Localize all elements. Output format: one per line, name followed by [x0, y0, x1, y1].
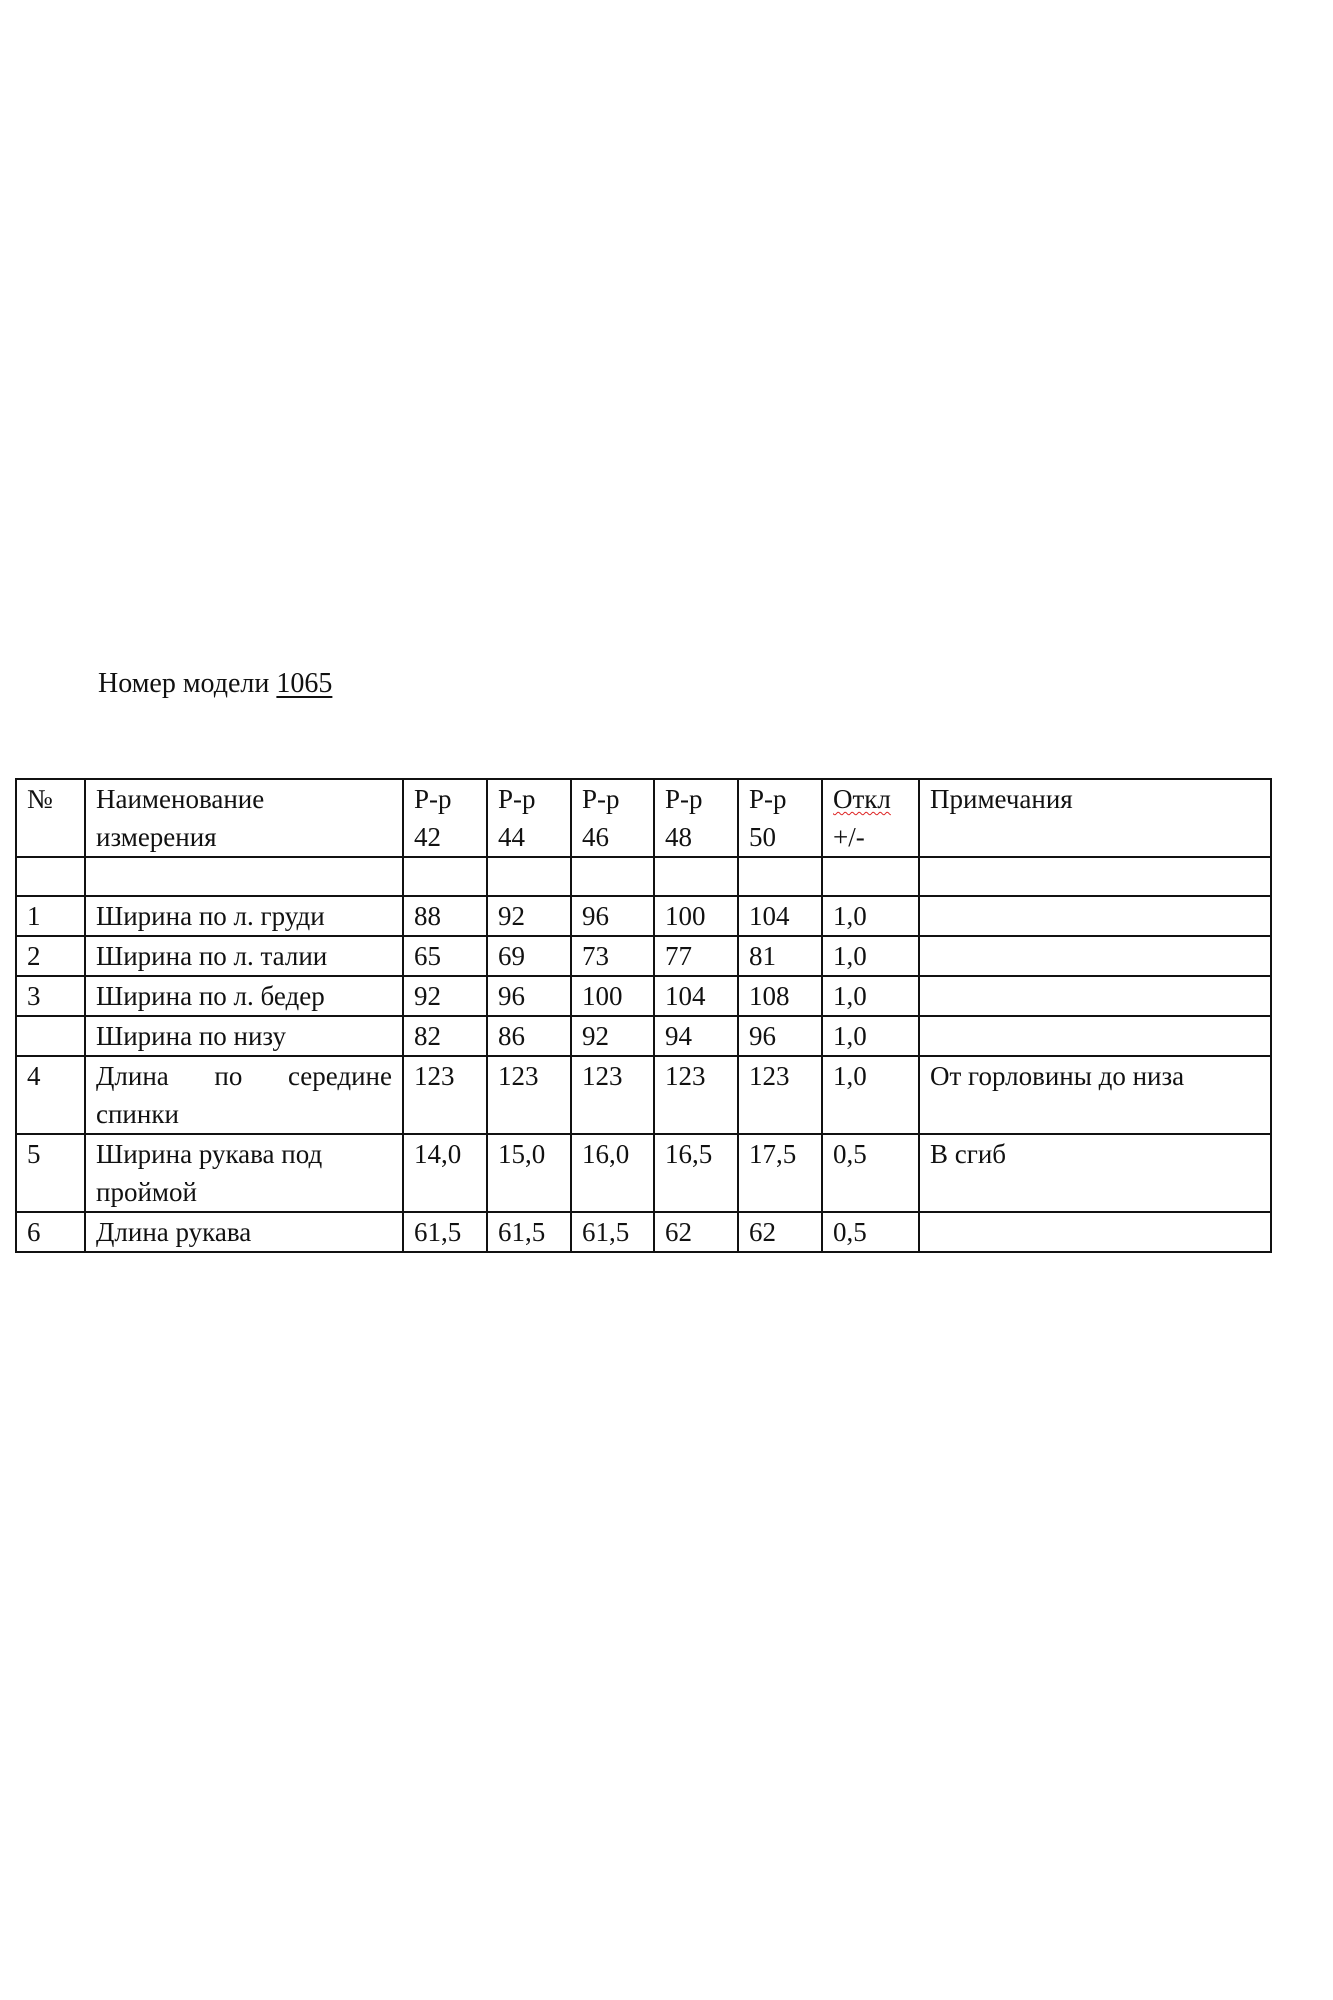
cell-col-tolerance: 1,0	[822, 1056, 919, 1134]
table-header-row	[16, 779, 1271, 857]
header-text: Р-р 42	[414, 784, 452, 852]
cell-col-size-42: 61,5	[403, 1212, 487, 1252]
cell-col-notes: В сгиб	[919, 1134, 1271, 1212]
cell-col-tolerance: 0,5	[822, 1134, 919, 1212]
model-number-label: Номер модели	[98, 668, 270, 699]
cell-col-measurement-name: Длина рукава	[85, 1212, 403, 1252]
cell-col-size-46: 16,0	[571, 1134, 654, 1212]
cell-col-size-50: 81	[738, 936, 822, 976]
header-text: Наименование измерения	[96, 784, 265, 852]
cell-col-size-42	[403, 857, 487, 896]
cell-col-notes	[919, 857, 1271, 896]
cell-col-size-46: 61,5	[571, 1212, 654, 1252]
cell-col-measurement-name	[85, 857, 403, 896]
cell-col-number: 5	[16, 1134, 85, 1212]
cell-col-size-46: 123	[571, 1056, 654, 1134]
cell-col-size-44: 92	[487, 896, 571, 936]
cell-col-number: 6	[16, 1212, 85, 1252]
cell-col-size-44: 69	[487, 936, 571, 976]
table-row	[16, 857, 1271, 896]
cell-col-size-46: 100	[571, 976, 654, 1016]
cell-col-size-50: 62	[738, 1212, 822, 1252]
cell-col-size-44: 15,0	[487, 1134, 571, 1212]
cell-col-size-48: 62	[654, 1212, 738, 1252]
cell-col-measurement-name: Ширина по л. груди	[85, 896, 403, 936]
cell-col-size-50	[738, 857, 822, 896]
size-chart-table	[15, 778, 1272, 1253]
header-col-size-48	[654, 779, 738, 857]
cell-col-tolerance: 1,0	[822, 976, 919, 1016]
model-number-value: 1065	[276, 668, 333, 699]
cell-col-size-42: 65	[403, 936, 487, 976]
cell-col-measurement-name: Ширина по л. бедер	[85, 976, 403, 1016]
cell-col-size-50: 96	[738, 1016, 822, 1056]
header-col-notes	[919, 779, 1271, 857]
cell-col-measurement-name: Ширина по низу	[85, 1016, 403, 1056]
cell-col-size-42: 88	[403, 896, 487, 936]
model-number-heading	[98, 668, 332, 700]
cell-col-size-46: 73	[571, 936, 654, 976]
cell-col-size-44: 61,5	[487, 1212, 571, 1252]
table-row	[16, 936, 1271, 976]
cell-col-size-42: 92	[403, 976, 487, 1016]
header-text: Р-р 46	[582, 784, 620, 852]
cell-col-size-42: 82	[403, 1016, 487, 1056]
table-row	[16, 1056, 1271, 1134]
cell-col-size-48: 104	[654, 976, 738, 1016]
cell-col-notes	[919, 1016, 1271, 1056]
cell-col-tolerance: 1,0	[822, 1016, 919, 1056]
cell-col-size-46: 96	[571, 896, 654, 936]
table-row	[16, 976, 1271, 1016]
cell-col-size-50: 17,5	[738, 1134, 822, 1212]
header-text: Р-р 50	[749, 784, 787, 852]
spellcheck-word: Откл	[833, 784, 891, 814]
cell-col-size-42: 14,0	[403, 1134, 487, 1212]
cell-col-size-50: 104	[738, 896, 822, 936]
header-col-size-46	[571, 779, 654, 857]
cell-col-notes	[919, 896, 1271, 936]
cell-col-size-48: 123	[654, 1056, 738, 1134]
table-row	[16, 1212, 1271, 1252]
header-text: №	[27, 784, 53, 814]
header-col-size-50	[738, 779, 822, 857]
table-row	[16, 1134, 1271, 1212]
cell-col-tolerance: 1,0	[822, 936, 919, 976]
cell-col-size-48	[654, 857, 738, 896]
cell-col-size-48: 77	[654, 936, 738, 976]
cell-col-notes: От горловины до низа	[919, 1056, 1271, 1134]
cell-col-tolerance: 0,5	[822, 1212, 919, 1252]
header-col-size-44	[487, 779, 571, 857]
cell-col-size-48: 100	[654, 896, 738, 936]
cell-col-size-48: 16,5	[654, 1134, 738, 1212]
cell-col-size-42: 123	[403, 1056, 487, 1134]
cell-col-notes	[919, 936, 1271, 976]
table-row	[16, 896, 1271, 936]
cell-col-number: 3	[16, 976, 85, 1016]
header-text: Р-р 48	[665, 784, 703, 852]
cell-col-measurement-name: Ширина по л. талии	[85, 936, 403, 976]
cell-col-size-46: 92	[571, 1016, 654, 1056]
cell-col-size-46	[571, 857, 654, 896]
header-text: Р-р 44	[498, 784, 536, 852]
cell-col-number: 2	[16, 936, 85, 976]
cell-col-number	[16, 1016, 85, 1056]
cell-col-measurement-name: Ширина рукава под проймой	[85, 1134, 403, 1212]
cell-col-number: 1	[16, 896, 85, 936]
cell-col-size-44: 86	[487, 1016, 571, 1056]
cell-col-size-50: 123	[738, 1056, 822, 1134]
cell-col-notes	[919, 976, 1271, 1016]
cell-col-number	[16, 857, 85, 896]
header-text: Откл +/-	[833, 784, 891, 852]
header-col-size-42	[403, 779, 487, 857]
cell-col-number: 4	[16, 1056, 85, 1134]
cell-col-tolerance	[822, 857, 919, 896]
header-col-measurement-name	[85, 779, 403, 857]
header-col-number	[16, 779, 85, 857]
table-row	[16, 1016, 1271, 1056]
cell-col-tolerance: 1,0	[822, 896, 919, 936]
cell-col-size-44: 123	[487, 1056, 571, 1134]
cell-col-measurement-name: Длина по середине спинки	[85, 1056, 403, 1134]
header-col-tolerance	[822, 779, 919, 857]
cell-col-notes	[919, 1212, 1271, 1252]
cell-col-size-44	[487, 857, 571, 896]
cell-col-size-50: 108	[738, 976, 822, 1016]
cell-col-size-44: 96	[487, 976, 571, 1016]
header-text: Примечания	[930, 784, 1073, 814]
cell-col-size-48: 94	[654, 1016, 738, 1056]
